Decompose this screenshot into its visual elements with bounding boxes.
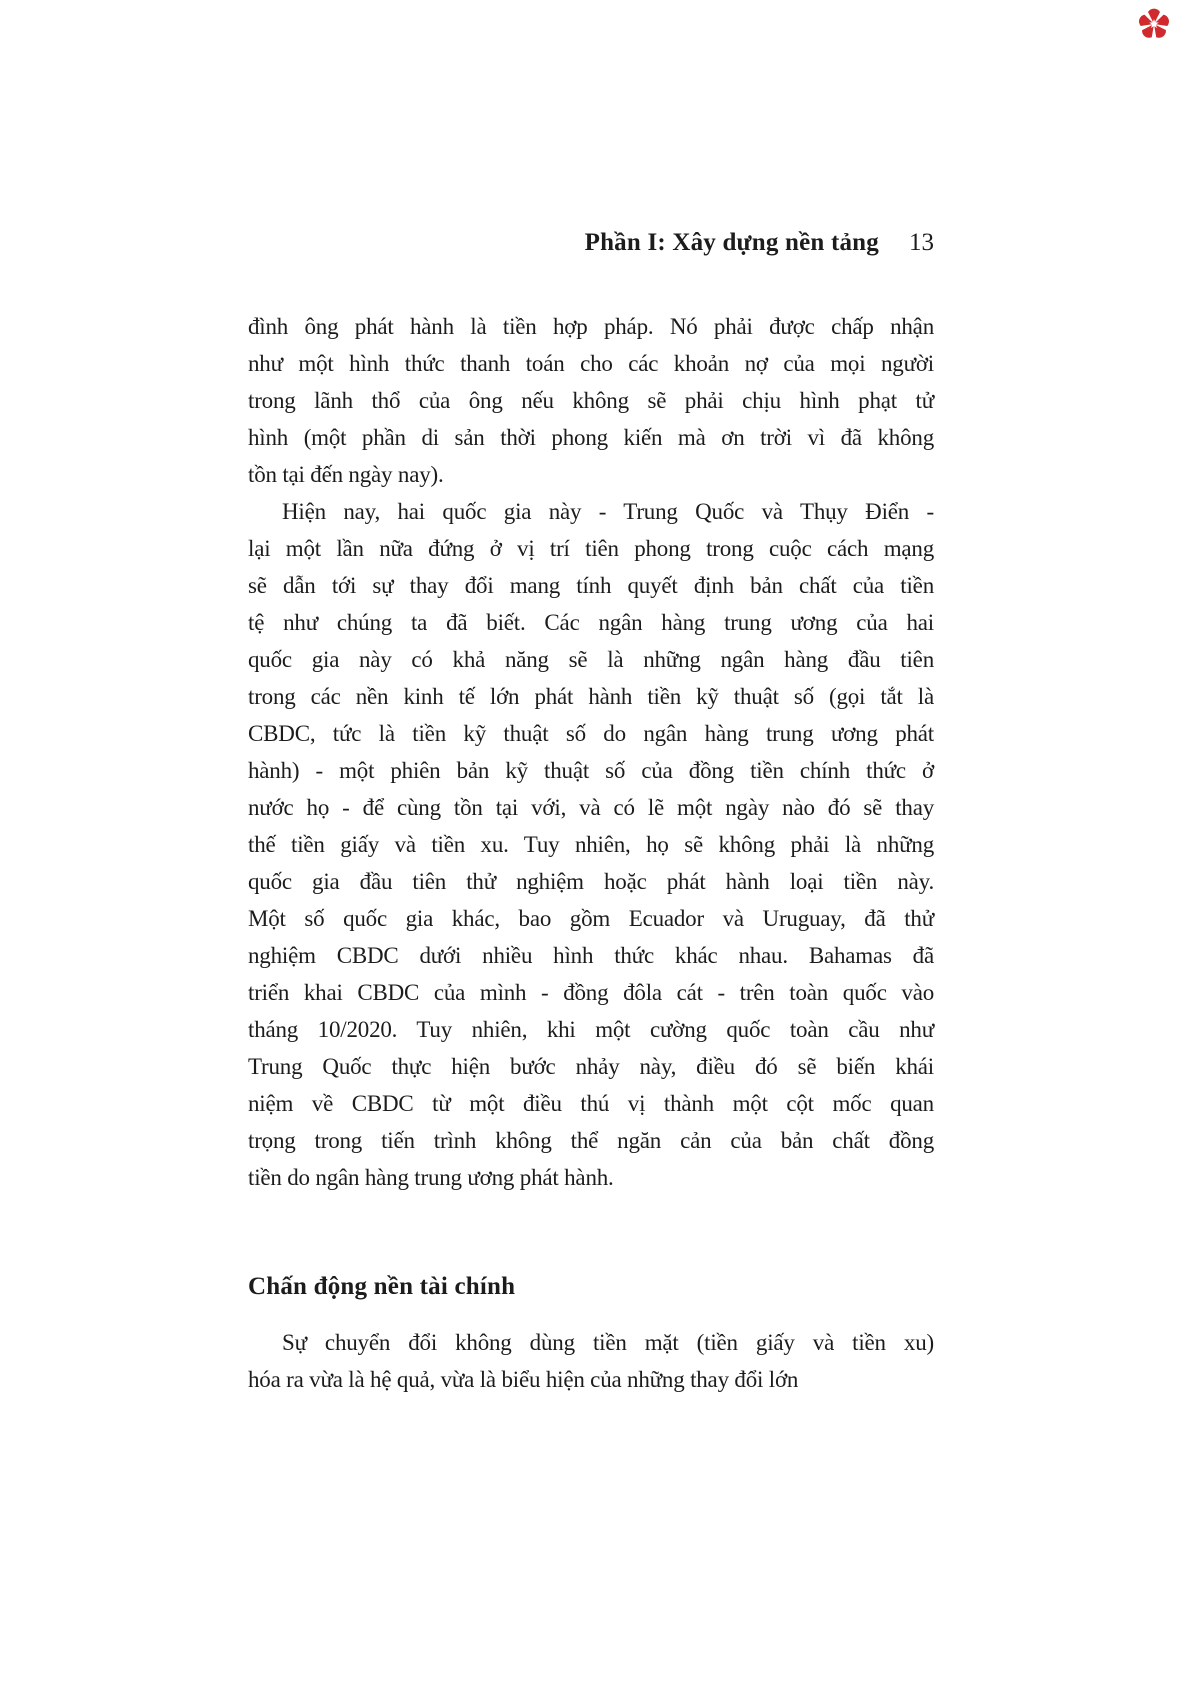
text-line: tệ như chúng ta đã biết. Các ngân hàng trung ương của hai [248, 610, 934, 635]
body-text [248, 308, 934, 1398]
text-line: hóa ra vừa là hệ quả, vừa là biểu hiện của những thay đổi lớn [248, 1367, 799, 1392]
section-heading: Chấn động nền tài chính [248, 1273, 516, 1300]
paragraph-2 [248, 493, 934, 1196]
text-line: Trung Quốc thực hiện bước nhảy này, điều đó sẽ biến khái [248, 1054, 934, 1079]
text-line: Một số quốc gia khác, bao gồm Ecuador và Uruguay, đã thử [248, 906, 934, 931]
text-line: CBDC, tức là tiền kỹ thuật số do ngân hàng trung ương phát [248, 721, 934, 746]
text-line: hình (một phần di sản thời phong kiến mà ơn trời vì đã không [248, 425, 934, 450]
text-line: trong các nền kinh tế lớn phát hành tiền kỹ thuật số (gọi tắt là [248, 684, 934, 709]
text-line: lại một lần nữa đứng ở vị trí tiên phong trong cuộc cách mạng [248, 536, 934, 561]
text-line: tháng 10/2020. Tuy nhiên, khi một cường quốc toàn cầu như [248, 1017, 934, 1042]
publisher-flower-icon [1138, 8, 1170, 40]
chapter-title: Phần I: Xây dựng nền tảng [584, 229, 879, 256]
text-line: tồn tại đến ngày nay). [248, 462, 444, 487]
text-line: triển khai CBDC của mình - đồng đôla cát - trên toàn quốc vào [248, 980, 934, 1005]
text-line: trong lãnh thổ của ông nếu không sẽ phải chịu hình phạt tử [248, 388, 934, 413]
text-line: hành) - một phiên bản kỹ thuật số của đồng tiền chính thức ở [248, 758, 934, 783]
paragraph-3 [248, 1324, 934, 1398]
paragraph-1 [248, 308, 934, 493]
text-line: nước họ - để cùng tồn tại với, và có lẽ một ngày nào đó sẽ thay [248, 795, 934, 820]
text-line: Hiện nay, hai quốc gia này - Trung Quốc và Thụy Điển - [282, 499, 934, 524]
text-line: đình ông phát hành là tiền hợp pháp. Nó phải được chấp nhận [248, 314, 934, 339]
text-line: như một hình thức thanh toán cho các khoản nợ của mọi người [248, 351, 934, 376]
text-line: tiền do ngân hàng trung ương phát hành. [248, 1165, 614, 1190]
text-line: trọng trong tiến trình không thể ngăn cản của bản chất đồng [248, 1128, 934, 1153]
text-line: sẽ dẫn tới sự thay đổi mang tính quyết định bản chất của tiền [248, 573, 934, 598]
text-line: quốc gia đầu tiên thử nghiệm hoặc phát hành loại tiền này. [248, 869, 934, 894]
page-number: 13 [909, 229, 934, 256]
text-line: quốc gia này có khả năng sẽ là những ngân hàng đầu tiên [248, 647, 934, 672]
text-line: thế tiền giấy và tiền xu. Tuy nhiên, họ sẽ không phải là những [248, 832, 934, 857]
running-header [248, 228, 934, 258]
text-line: nghiệm CBDC dưới nhiều hình thức khác nhau. Bahamas đã [248, 943, 934, 968]
text-line: Sự chuyển đổi không dùng tiền mặt (tiền giấy và tiền xu) [282, 1330, 934, 1355]
text-line: niệm về CBDC từ một điều thú vị thành một cột mốc quan [248, 1091, 934, 1116]
